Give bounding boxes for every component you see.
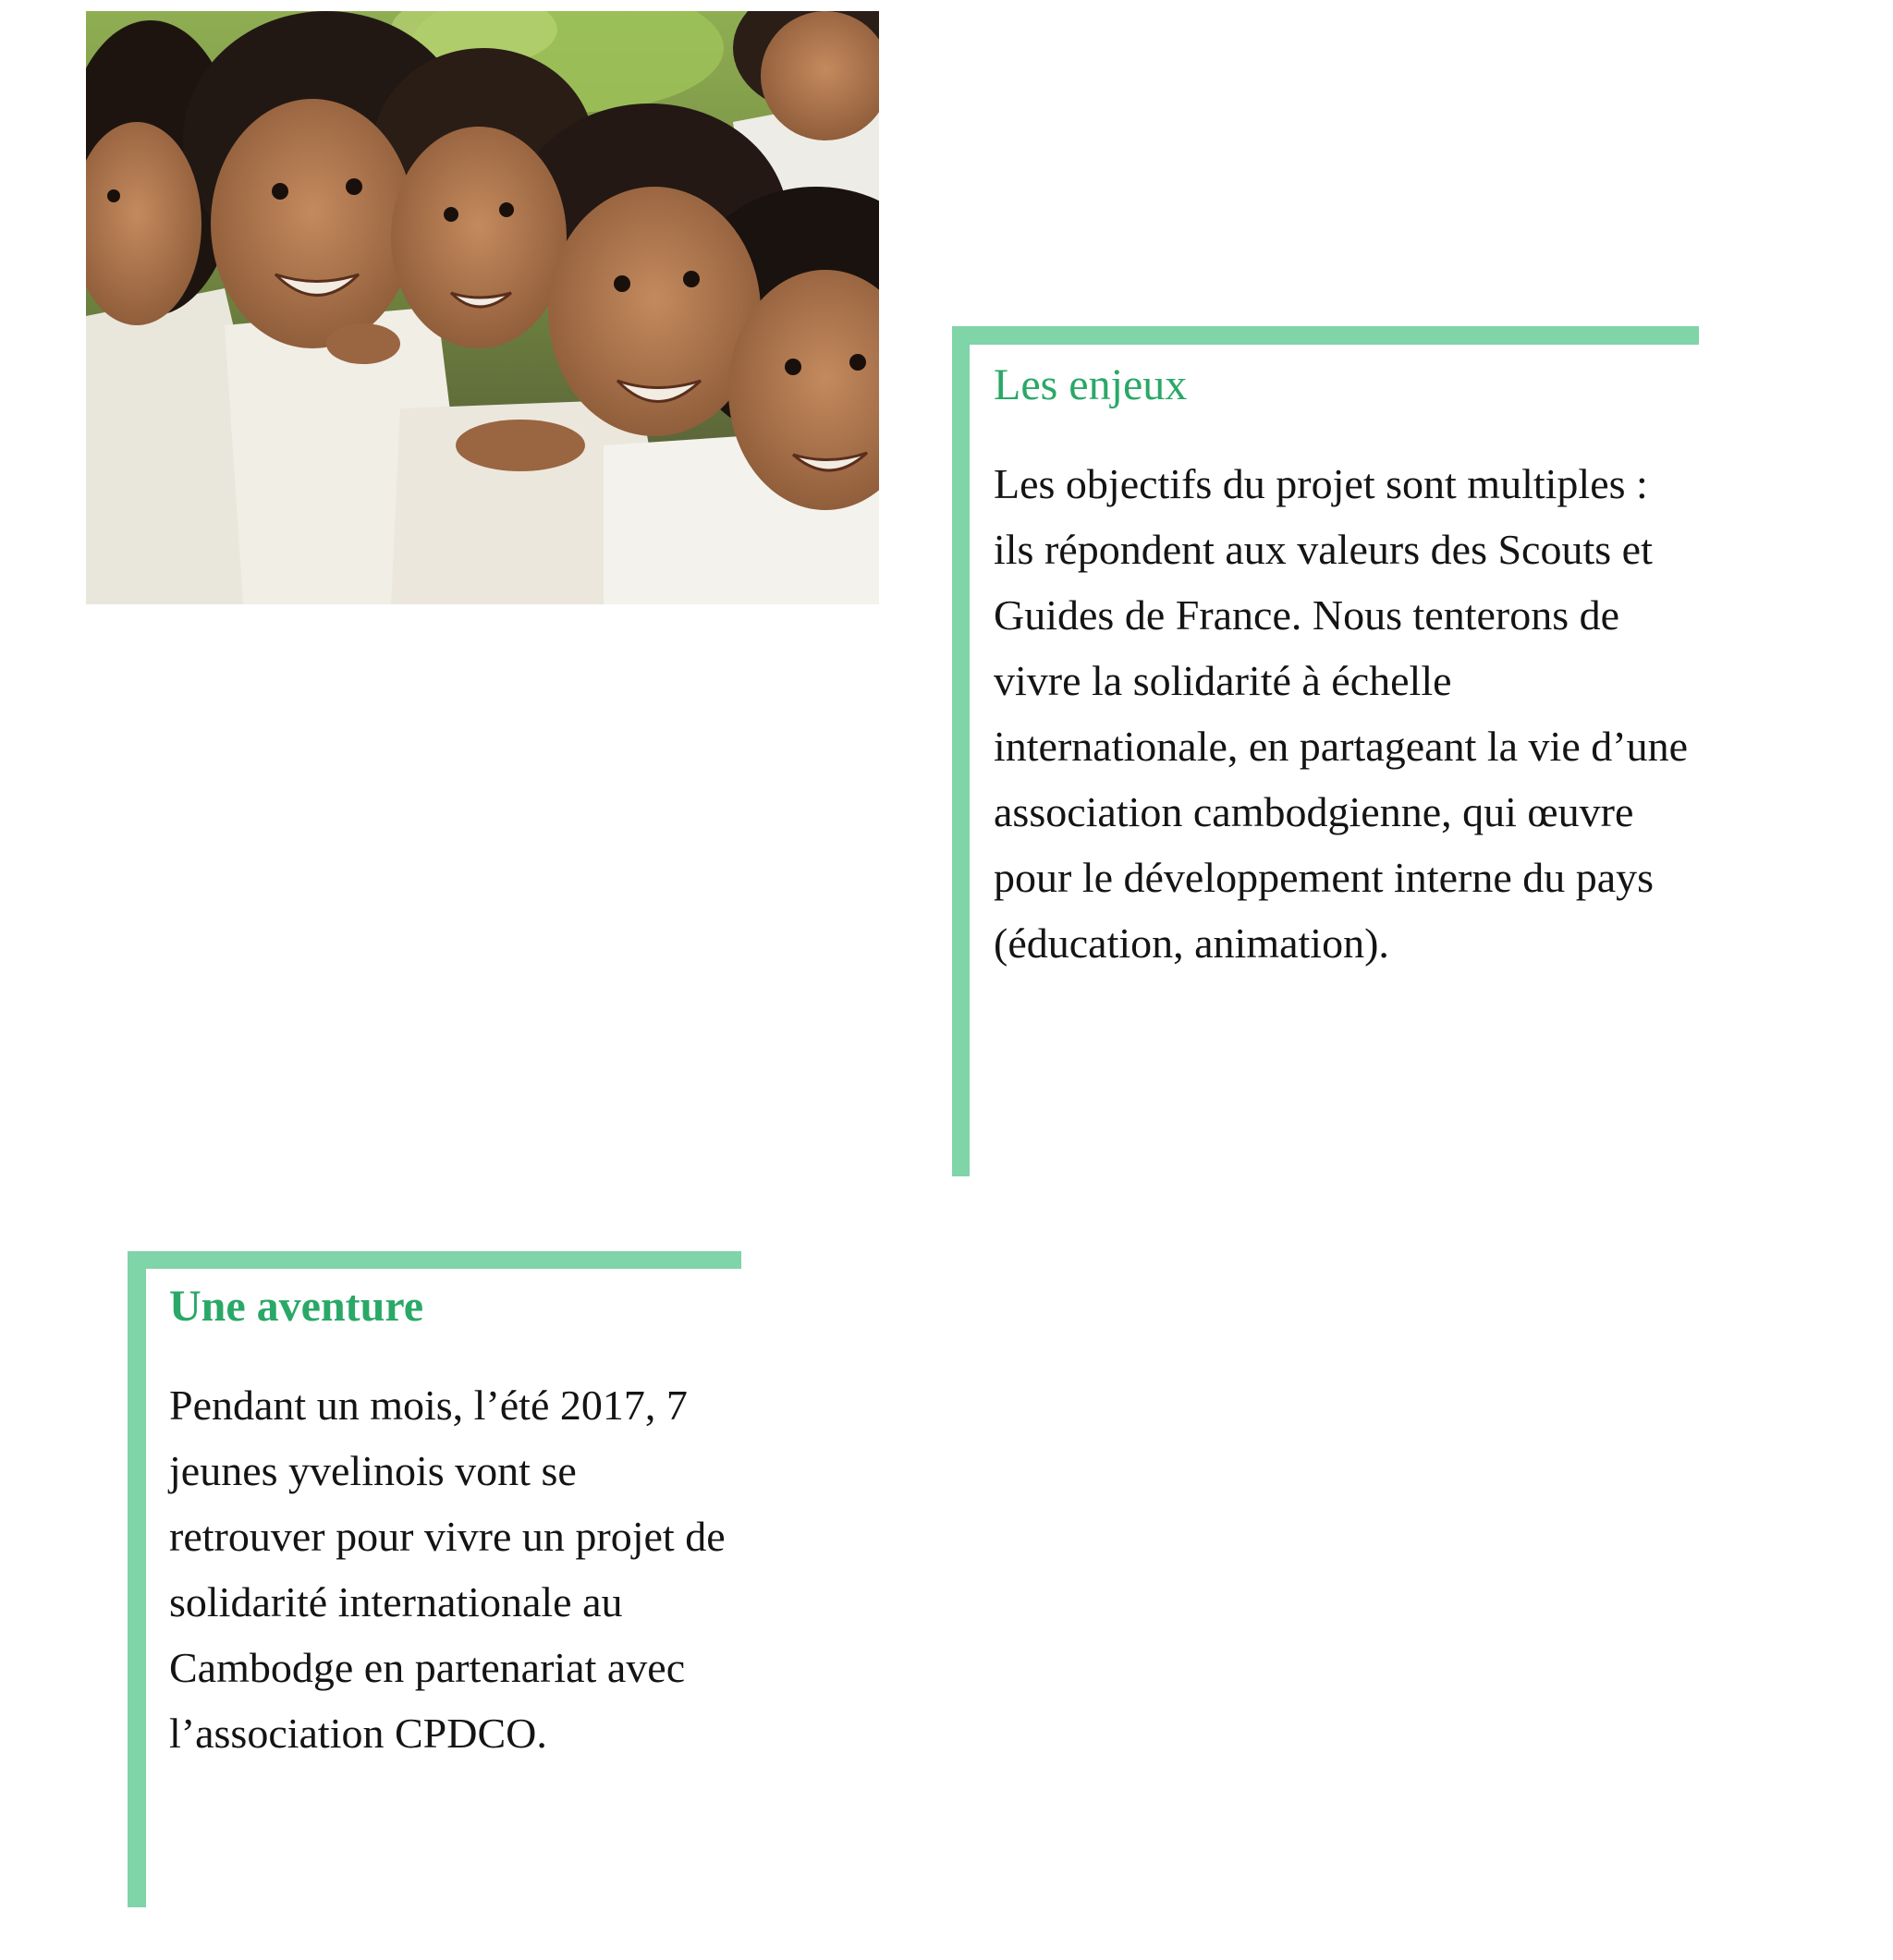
aventure-paragraph: Pendant un mois, l’été 2017, 7 jeunes yvelinois vont se retrouver pour vivre un projet de solidarité internationale au Cambodge en partenariat avec l’association CPDCO.: [169, 1381, 726, 1757]
enjeux-heading: Les enjeux: [994, 360, 1188, 409]
children-photo-illustration: [86, 11, 879, 604]
aventure-frame-top: [128, 1251, 741, 1269]
enjeux-frame-left: [952, 326, 970, 1176]
aventure-box: [169, 1280, 742, 1766]
enjeux-paragraph: Les objectifs du projet sont multiples : ils répondent aux valeurs des Scouts et Guides de France. Nous tenterons de vivre la solidarité à échelle internationale, en partageant la vie d’une association cambodgienne, qui œuvre pour le développement interne du pays (éducation, animation).: [994, 459, 1688, 967]
aventure-heading: Une aventure: [169, 1282, 424, 1331]
aventure-frame-left: [128, 1251, 146, 1907]
enjeux-box: [994, 359, 1696, 976]
enjeux-frame-top: [952, 326, 1699, 345]
children-photo: [86, 11, 879, 604]
